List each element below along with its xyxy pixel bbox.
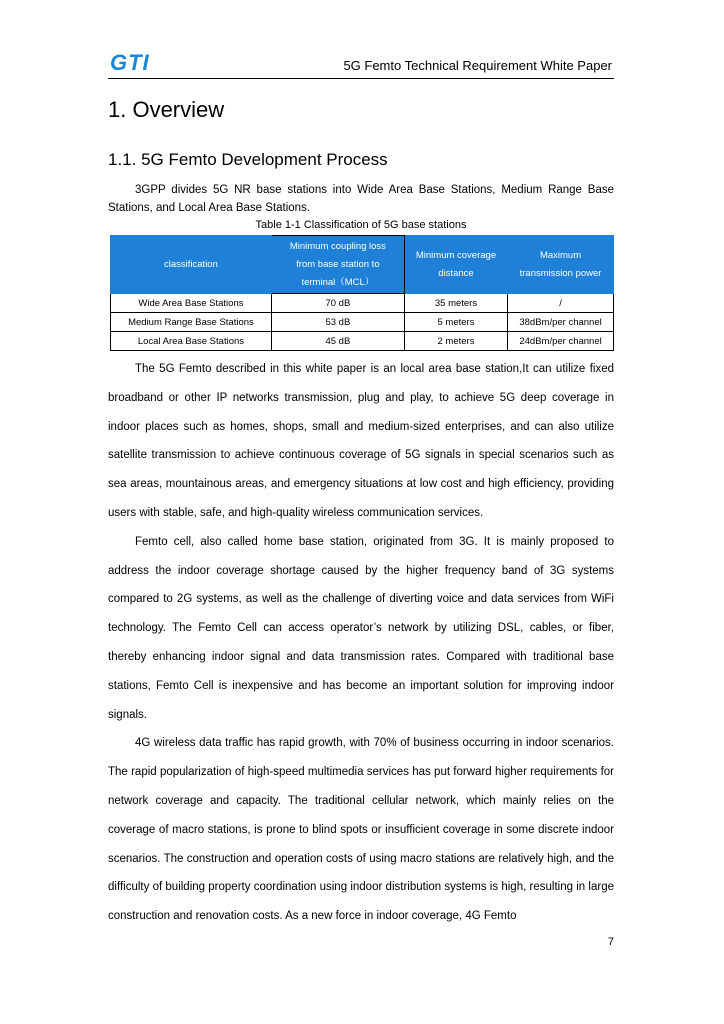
- gti-logo: GTI: [110, 50, 150, 75]
- header-power: [508, 236, 614, 294]
- table-cell: 38dBm/per channel: [508, 313, 614, 332]
- table-cell: 24dBm/per channel: [508, 332, 614, 351]
- header-title: 5G Femto Technical Requirement White Paper: [343, 58, 612, 73]
- header-line: transmission power: [519, 267, 602, 279]
- table-row: [111, 313, 614, 332]
- table-cell: 5 meters: [404, 313, 507, 332]
- section-heading: 1. Overview: [108, 97, 225, 122]
- page-header: [108, 48, 614, 79]
- paragraph: 4G wireless data traffic has rapid growth, with 70% of business occurring in indoor scenarios. The rapid popularization of high-speed multimedia services has put forward higher requirements for network coverage and capacity. The traditional cellular network, which mainly relies on the coverage of macro stations, is prone to blind spots or insufficient coverage in some discrete indoor scenarios. The construction and operation costs of using macro stations are relatively high, and the difficulty of building property coordination using indoor distribution systems is high, resulting in large construction and renovation costs. As a new force in indoor coverage, 4G Femto: [108, 737, 614, 923]
- intro-paragraph: 3GPP divides 5G NR base stations into Wide Area Base Stations, Medium Range Base Stations, and Local Area Base Stations.: [108, 184, 614, 214]
- table-header-row: [111, 236, 614, 294]
- header-line: Maximum: [539, 249, 582, 261]
- table-cell: 70 dB: [271, 294, 404, 313]
- body-text: [108, 355, 614, 931]
- table-cell: /: [508, 294, 614, 313]
- header-line: from base station to: [296, 258, 380, 270]
- page-number: 7: [607, 936, 614, 948]
- header-mcl: [271, 236, 404, 294]
- header-line: classification: [164, 258, 218, 270]
- table-row: [111, 294, 614, 313]
- table-cell: 35 meters: [404, 294, 507, 313]
- table-cell: Local Area Base Stations: [111, 332, 272, 351]
- header-classification: [111, 236, 272, 294]
- subsection-heading: 1.1. 5G Femto Development Process: [108, 150, 388, 169]
- classification-table: [110, 235, 614, 351]
- table-caption: Table 1-1 Classification of 5G base stations: [255, 219, 467, 231]
- table-cell: Wide Area Base Stations: [111, 294, 272, 313]
- header-line: terminal（MCL）: [301, 276, 375, 288]
- table-cell: Medium Range Base Stations: [111, 313, 272, 332]
- table-row: [111, 332, 614, 351]
- header-coverage: [404, 236, 507, 294]
- paragraph: The 5G Femto described in this white paper is an local area base station,It can utilize fixed broadband or other IP networks transmission, plug and play, to achieve 5G deep coverage in indoor places such as homes, shops, small and medium-sized enterprises, and can also utilize satellite transmission to achieve continuous coverage of 5G signals in special scenarios such as sea areas, mountainous areas, and emergency situations at low cost and high efficiency, providing users with stable, safe, and high-quality wireless communication services.: [108, 363, 614, 519]
- table-cell: 2 meters: [404, 332, 507, 351]
- header-line: distance: [438, 267, 474, 279]
- header-line: Minimum coupling loss: [289, 240, 386, 252]
- paragraph: Femto cell, also called home base station, originated from 3G. It is mainly proposed to address the indoor coverage shortage caused by the higher frequency band of 3G systems compared to 2G systems, as well as the challenge of diverting voice and data services from WiFi technology. The Femto Cell can access operator’s network by utilizing DSL, cables, or fiber, thereby enhancing indoor signal and data transmission rates. Compared with traditional base stations, Femto Cell is inexpensive and has become an important solution for improving indoor signals.: [108, 535, 614, 721]
- table-cell: 45 dB: [271, 332, 404, 351]
- table-cell: 53 dB: [271, 313, 404, 332]
- header-line: Minimum coverage: [415, 249, 497, 261]
